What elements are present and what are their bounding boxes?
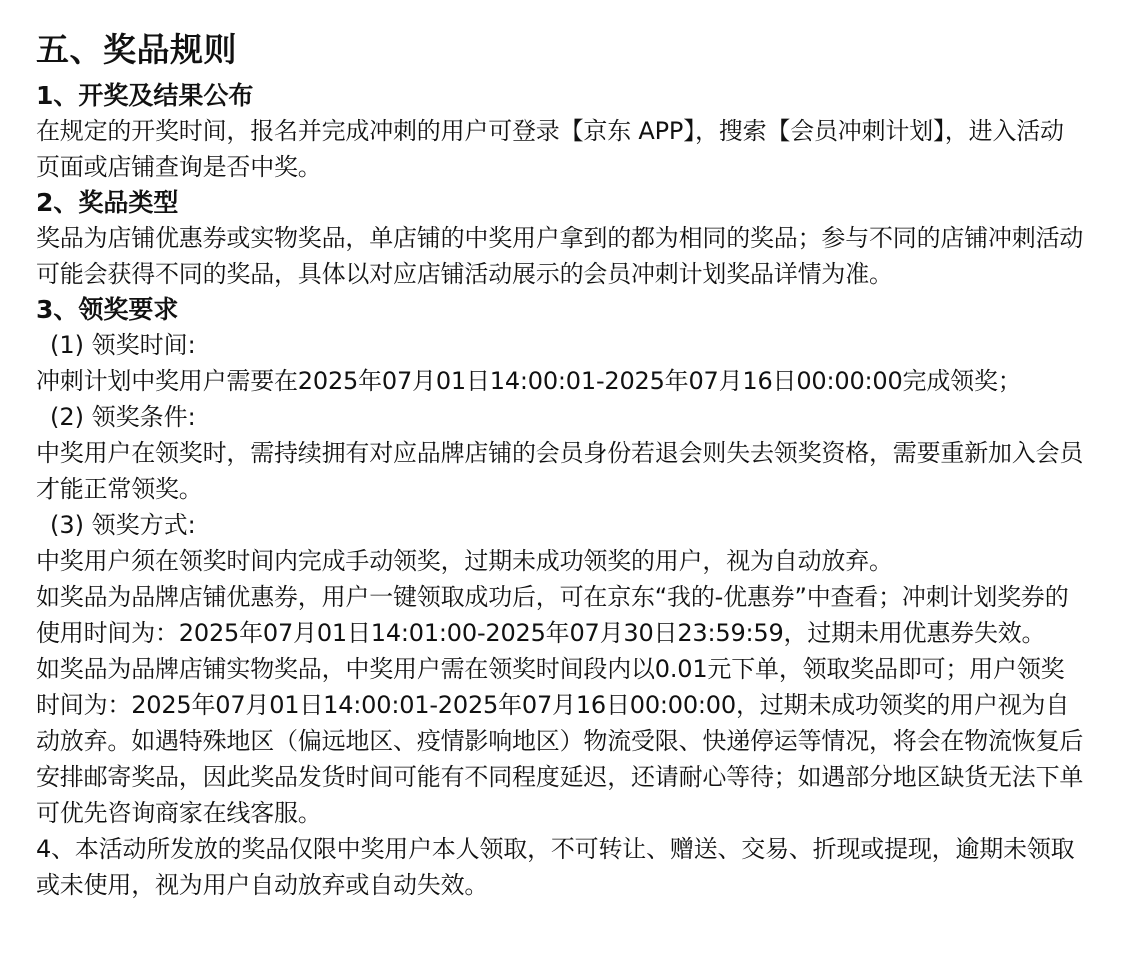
claim-method-label: (3) 领奖方式: xyxy=(50,511,196,539)
claim-time-label: (1) 领奖时间: xyxy=(50,331,196,359)
section-2-body: 奖品为店铺优惠券或实物奖品，单店铺的中奖用户拿到的都为相同的奖品；参与不同的店铺冲刺活动可能会获得不同的奖品，具体以对应店铺活动展示的会员冲刺计划奖品详情为准。 xyxy=(36,224,1084,288)
section-1-body: 在规定的开奖时间，报名并完成冲刺的用户可登录【京东 APP】，搜索【会员冲刺计划】，进入活动页面或店铺查询是否中奖。 xyxy=(36,117,1064,181)
page-title: 五、奖品规则 xyxy=(36,30,237,69)
claim-method-body-3: 如奖品为品牌店铺实物奖品，中奖用户需在领奖时间段内以0.01元下单，领取奖品即可；用户领奖时间为：2025年07月01日14:00:01-2025年07月16日00:00:00，过期未成功领奖的用户视为自动放弃。如遇特殊地区（偏远地区、疫情影响地区）物流受限、快递停运等情况，将会在物流恢复后安排邮寄奖品，因此奖品发货时间可能有不同程度延迟，还请耐心等待；如遇部分地区缺货无法下单可优先咨询商家在线客服。 xyxy=(36,655,1084,827)
claim-time-body: 冲刺计划中奖用户需要在2025年07月01日14:00:01-2025年07月16日00:00:00完成领奖； xyxy=(36,367,1022,395)
section-3-heading: 3、领奖要求 xyxy=(36,295,179,324)
claim-condition-label: (2) 领奖条件: xyxy=(50,403,196,431)
section-1-heading: 1、开奖及结果公布 xyxy=(36,81,254,110)
claim-method-body-2: 如奖品为品牌店铺优惠券，用户一键领取成功后，可在京东“我的-优惠券”中查看；冲刺计划奖券的使用时间为：2025年07月01日14:01:00-2025年07月30日23:59:59，过期未用优惠券失效。 xyxy=(36,583,1069,647)
claim-condition-body: 中奖用户在领奖时，需持续拥有对应品牌店铺的会员身份若退会则失去领奖资格，需要重新加入会员才能正常领奖。 xyxy=(36,439,1084,503)
section-2-heading: 2、奖品类型 xyxy=(36,188,179,217)
section-4-body: 4、本活动所发放的奖品仅限中奖用户本人领取，不可转让、赠送、交易、折现或提现，逾期未领取或未使用，视为用户自动放弃或自动失效。 xyxy=(36,835,1075,899)
claim-method-body-1: 中奖用户须在领奖时间内完成手动领奖，过期未成功领奖的用户，视为自动放弃。 xyxy=(36,547,893,575)
